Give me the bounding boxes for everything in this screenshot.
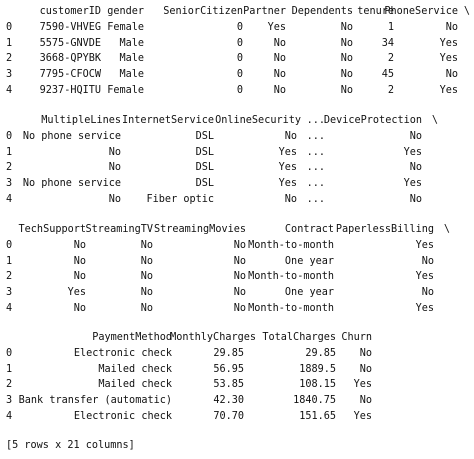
table-cell: Yes [353, 410, 372, 422]
table-cell: 53.85 [213, 379, 244, 391]
table-row [0, 409, 474, 425]
row-index: 2 [6, 271, 13, 283]
table-row [0, 393, 474, 409]
table-cell: No [140, 287, 153, 299]
table-cell: Yes [415, 271, 434, 283]
column-header: PaymentMethod [92, 332, 172, 343]
table-cell: No [73, 302, 86, 314]
row-index: 1 [6, 255, 13, 267]
table-cell: Yes [278, 162, 297, 174]
table-cell: Female [107, 21, 144, 33]
column-header-row [0, 113, 474, 129]
table-cell: No phone service [22, 178, 121, 190]
row-index: 3 [6, 287, 13, 299]
table-cell: Male [119, 69, 144, 81]
table-cell: No [273, 84, 286, 96]
table-cell: No [233, 287, 246, 299]
table-cell: Yes [415, 302, 434, 314]
row-index: 2 [6, 379, 13, 391]
column-header: DeviceProtection [323, 115, 422, 126]
table-cell: 0 [236, 21, 243, 33]
table-cell: DSL [195, 130, 214, 142]
table-cell: No [340, 37, 353, 49]
table-cell: No [273, 53, 286, 65]
table-cell: No [340, 84, 353, 96]
table-block [0, 222, 474, 317]
table-cell: No [409, 193, 422, 205]
table-cell: No [233, 302, 246, 314]
row-index: 3 [6, 69, 13, 81]
table-row [0, 160, 474, 176]
shape-summary: [5 rows x 21 columns] [6, 440, 135, 451]
table-cell: Mailed check [98, 379, 172, 391]
table-cell: 0 [236, 37, 243, 49]
table-cell: DSL [195, 146, 214, 158]
column-header: \ [463, 6, 470, 17]
column-header: OnlineSecurity [215, 115, 301, 126]
table-row [0, 20, 474, 36]
table-cell: 42.30 [213, 395, 244, 407]
table-cell: No [284, 130, 297, 142]
column-header: Contract [284, 224, 334, 235]
row-index: 0 [6, 21, 13, 33]
table-cell: No [284, 193, 297, 205]
column-header: TechSupport [18, 224, 86, 235]
table-cell: No [140, 302, 153, 314]
table-cell: No [421, 287, 434, 299]
table-cell: No phone service [22, 130, 121, 142]
table-cell: 29.85 [305, 347, 336, 359]
table-cell: 45 [381, 69, 394, 81]
column-header: gender [107, 6, 144, 17]
table-cell: 151.65 [299, 410, 336, 422]
table-row [0, 238, 474, 254]
table-cell: Yes [403, 146, 422, 158]
table-cell: No [233, 271, 246, 283]
column-header: StreamingMovies [153, 224, 246, 235]
row-index: 3 [6, 178, 13, 190]
table-cell: 3668-QPYBK [39, 53, 101, 65]
row-index: 4 [6, 302, 13, 314]
table-cell: No [108, 162, 121, 174]
table-cell: 1840.75 [293, 395, 336, 407]
table-cell: No [340, 53, 353, 65]
table-cell: Male [119, 37, 144, 49]
table-cell: No [73, 239, 86, 251]
table-cell: ... [306, 193, 325, 205]
table-row [0, 51, 474, 67]
table-cell: Fiber optic [146, 193, 214, 205]
table-cell: Yes [278, 146, 297, 158]
row-index: 4 [6, 193, 13, 205]
column-header: PhoneService [384, 6, 458, 17]
table-cell: No [140, 271, 153, 283]
table-cell: ... [306, 162, 325, 174]
table-cell: Month-to-month [248, 239, 334, 251]
table-cell: No [359, 363, 372, 375]
table-block [0, 330, 474, 425]
table-cell: No [340, 21, 353, 33]
table-row [0, 192, 474, 208]
column-header: StreamingTV [85, 224, 153, 235]
table-cell: 34 [381, 37, 394, 49]
row-index: 2 [6, 162, 13, 174]
table-cell: Electronic check [73, 347, 172, 359]
table-cell: No [421, 255, 434, 267]
table-row [0, 285, 474, 301]
row-index: 1 [6, 37, 13, 49]
table-cell: No [445, 69, 458, 81]
table-row [0, 254, 474, 270]
column-header: tenure [357, 6, 394, 17]
column-header: TotalCharges [262, 332, 336, 343]
table-row [0, 176, 474, 192]
column-header: customerID [39, 6, 101, 17]
table-cell: 9237-HQITU [39, 84, 101, 96]
table-cell: No [140, 239, 153, 251]
table-block [0, 113, 474, 208]
column-header: MonthlyCharges [170, 332, 256, 343]
column-header-row [0, 222, 474, 238]
table-cell: No [445, 21, 458, 33]
table-cell: 2 [387, 84, 394, 96]
table-cell: One year [284, 255, 334, 267]
row-index: 2 [6, 53, 13, 65]
row-index: 0 [6, 130, 13, 142]
column-header: Partner [243, 6, 286, 17]
table-cell: No [409, 162, 422, 174]
column-header: Churn [341, 332, 372, 343]
table-cell: No [273, 69, 286, 81]
table-cell: Yes [439, 37, 458, 49]
table-cell: ... [306, 146, 325, 158]
column-header: Dependents [291, 6, 353, 17]
column-header: SeniorCitizen [163, 6, 243, 17]
column-header-row [0, 330, 474, 346]
table-cell: Female [107, 84, 144, 96]
table-cell: 2 [387, 53, 394, 65]
table-cell: 5575-GNVDE [39, 37, 101, 49]
table-cell: No [273, 37, 286, 49]
table-cell: 29.85 [213, 347, 244, 359]
table-cell: Yes [403, 178, 422, 190]
table-cell: 108.15 [299, 379, 336, 391]
table-cell: No [108, 193, 121, 205]
table-cell: 1889.5 [299, 363, 336, 375]
table-row [0, 129, 474, 145]
row-index: 1 [6, 146, 13, 158]
table-cell: Electronic check [73, 410, 172, 422]
table-cell: 7590-VHVEG [39, 21, 101, 33]
table-cell: No [233, 255, 246, 267]
table-row [0, 301, 474, 317]
table-cell: Bank transfer (automatic) [18, 395, 172, 407]
table-row [0, 377, 474, 393]
table-row [0, 83, 474, 99]
column-header: ... [306, 115, 325, 126]
table-row [0, 346, 474, 362]
table-cell: 7795-CFOCW [39, 69, 101, 81]
table-row [0, 269, 474, 285]
table-cell: Month-to-month [248, 302, 334, 314]
table-cell: No [359, 395, 372, 407]
table-cell: No [233, 239, 246, 251]
row-index: 4 [6, 410, 13, 422]
table-cell: Yes [439, 84, 458, 96]
table-cell: No [340, 69, 353, 81]
table-cell: Mailed check [98, 363, 172, 375]
table-cell: No [359, 347, 372, 359]
table-cell: 56.95 [213, 363, 244, 375]
table-cell: No [409, 130, 422, 142]
row-index: 1 [6, 363, 13, 375]
column-header: \ [443, 224, 450, 235]
table-cell: DSL [195, 178, 214, 190]
table-cell: 0 [236, 53, 243, 65]
table-cell: No [108, 146, 121, 158]
table-cell: Yes [415, 239, 434, 251]
column-header: \ [431, 115, 438, 126]
row-index: 0 [6, 239, 13, 251]
table-cell: ... [306, 178, 325, 190]
table-cell: 1 [387, 21, 394, 33]
table-cell: Yes [278, 178, 297, 190]
row-index: 0 [6, 347, 13, 359]
table-cell: Yes [439, 53, 458, 65]
table-cell: 0 [236, 69, 243, 81]
row-index: 3 [6, 395, 13, 407]
table-cell: Yes [267, 21, 286, 33]
column-header: PaperlessBilling [335, 224, 434, 235]
table-block [0, 4, 474, 99]
table-row [0, 67, 474, 83]
column-header-row [0, 4, 474, 20]
table-cell: One year [284, 287, 334, 299]
table-cell: No [140, 255, 153, 267]
table-cell: 0 [236, 84, 243, 96]
table-cell: Yes [67, 287, 86, 299]
table-cell: No [73, 255, 86, 267]
table-cell: Yes [353, 379, 372, 391]
table-row [0, 362, 474, 378]
column-header: InternetService [121, 115, 214, 126]
table-cell: DSL [195, 162, 214, 174]
table-cell: Month-to-month [248, 271, 334, 283]
row-index: 4 [6, 84, 13, 96]
table-cell: 70.70 [213, 410, 244, 422]
table-cell: Male [119, 53, 144, 65]
table-row [0, 36, 474, 52]
column-header: MultipleLines [41, 115, 121, 126]
table-cell: ... [306, 130, 325, 142]
table-row [0, 145, 474, 161]
table-cell: No [73, 271, 86, 283]
